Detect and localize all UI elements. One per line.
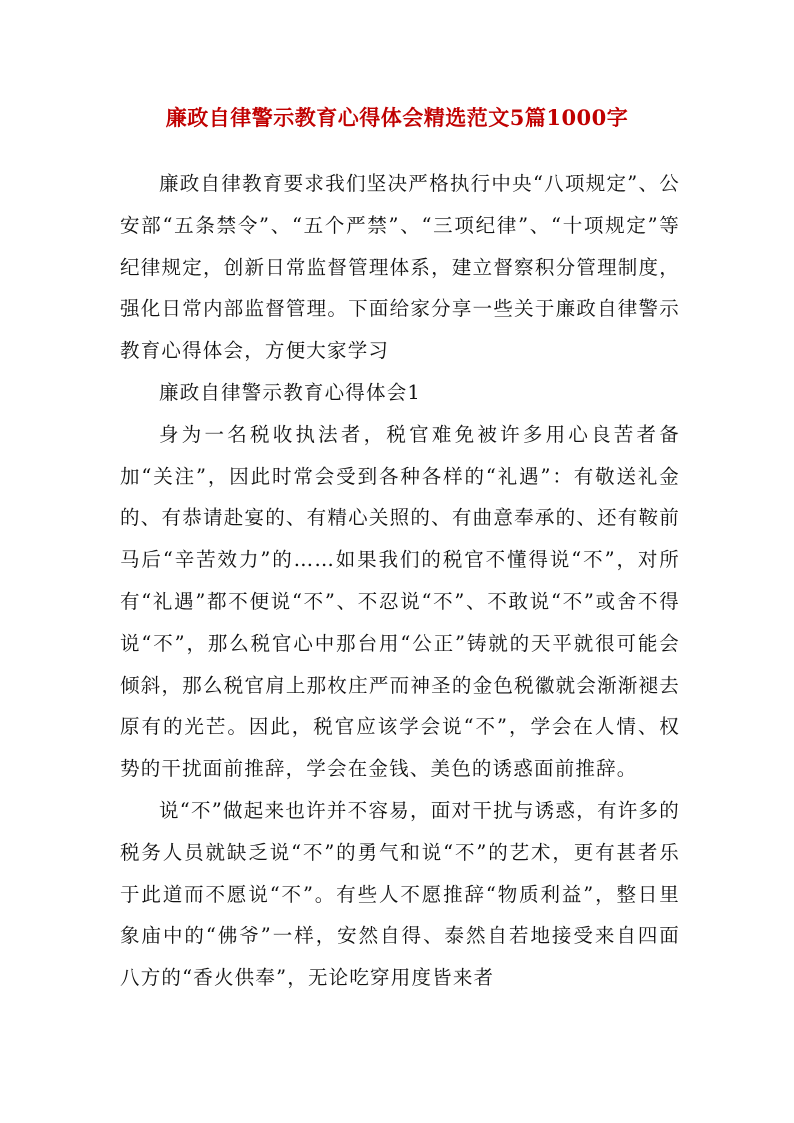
document-title: 廉政自律警示教育心得体会精选范文5篇1000字 bbox=[165, 105, 629, 130]
intro-paragraph: 廉政自律教育要求我们坚决严格执行中央“八项规定”、公安部“五条禁令”、“五个严禁”、“三项纪律”、“十项规定”等纪律规定，创新日常监督管理体系，建立督察积分管理制度，强化日常内部监督管理。下面给家分享一些关于廉政自律警示教育心得体会，方便大家学习 bbox=[120, 172, 680, 363]
section-heading: 廉政自律警示教育心得体会1 bbox=[159, 380, 422, 404]
body-paragraph: 身为一名税收执法者，税官难免被许多用心良苦者备加“关注”，因此时常会受到各种各样的“礼遇”：有敬送礼金的、有恭请赴宴的、有精心关照的、有曲意奉承的、还有鞍前马后“辛苦效力”的……如果我们的税官不懂得说“不”，对所有“礼遇”都不便说“不”、不忍说“不”、不敢说“不”或舍不得说“不”，那么税官心中那台用“公正”铸就的天平就很可能会倾斜，那么税官肩上那枚庄严而神圣的金色税徽就会渐渐褪去原有的光芒。因此，税官应该学会说“不”，学会在人情、权势的干扰面前推辞，学会在金钱、美色的诱惑面前推辞。 bbox=[120, 422, 680, 781]
document-body bbox=[120, 163, 680, 999]
body-paragraph: 说“不”做起来也许并不容易，面对干扰与诱惑，有许多的税务人员就缺乏说“不”的勇气和说“不”的艺术，更有甚者乐于此道而不愿说“不”。有些人不愿推辞“物质利益”，整日里象庙中的“佛爷”一样，安然自得、泰然自若地接受来自四面八方的“香火供奉”，无论吃穿用度皆来者 bbox=[120, 798, 680, 990]
